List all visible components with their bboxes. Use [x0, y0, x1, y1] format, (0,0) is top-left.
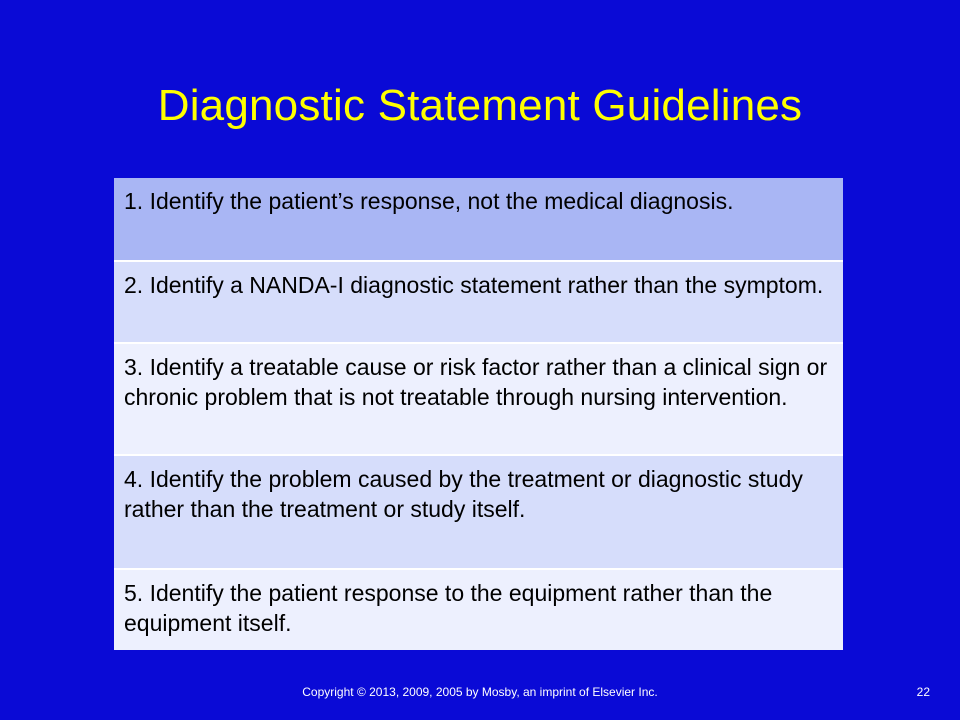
table-row — [114, 343, 843, 455]
guideline-5: 5. Identify the patient response to the equipment rather than the equipment itself. — [114, 569, 843, 650]
guideline-2: 2. Identify a NANDA-I diagnostic statement rather than the symptom. — [114, 261, 843, 343]
table-row — [114, 178, 843, 261]
guidelines-table — [114, 178, 843, 650]
table-row — [114, 455, 843, 569]
slide-number: 22 — [916, 685, 930, 699]
table-row — [114, 261, 843, 343]
guideline-3: 3. Identify a treatable cause or risk factor rather than a clinical sign or chronic problem that is not treatable through nursing intervention. — [114, 343, 843, 455]
slide-title: Diagnostic Statement Guidelines — [157, 81, 803, 130]
guideline-1: 1. Identify the patient’s response, not the medical diagnosis. — [114, 178, 843, 261]
guideline-4: 4. Identify the problem caused by the treatment or diagnostic study rather than the treatment or study itself. — [114, 455, 843, 569]
footer-copyright: Copyright © 2013, 2009, 2005 by Mosby, an imprint of Elsevier Inc. — [302, 685, 658, 699]
table-row — [114, 569, 843, 650]
